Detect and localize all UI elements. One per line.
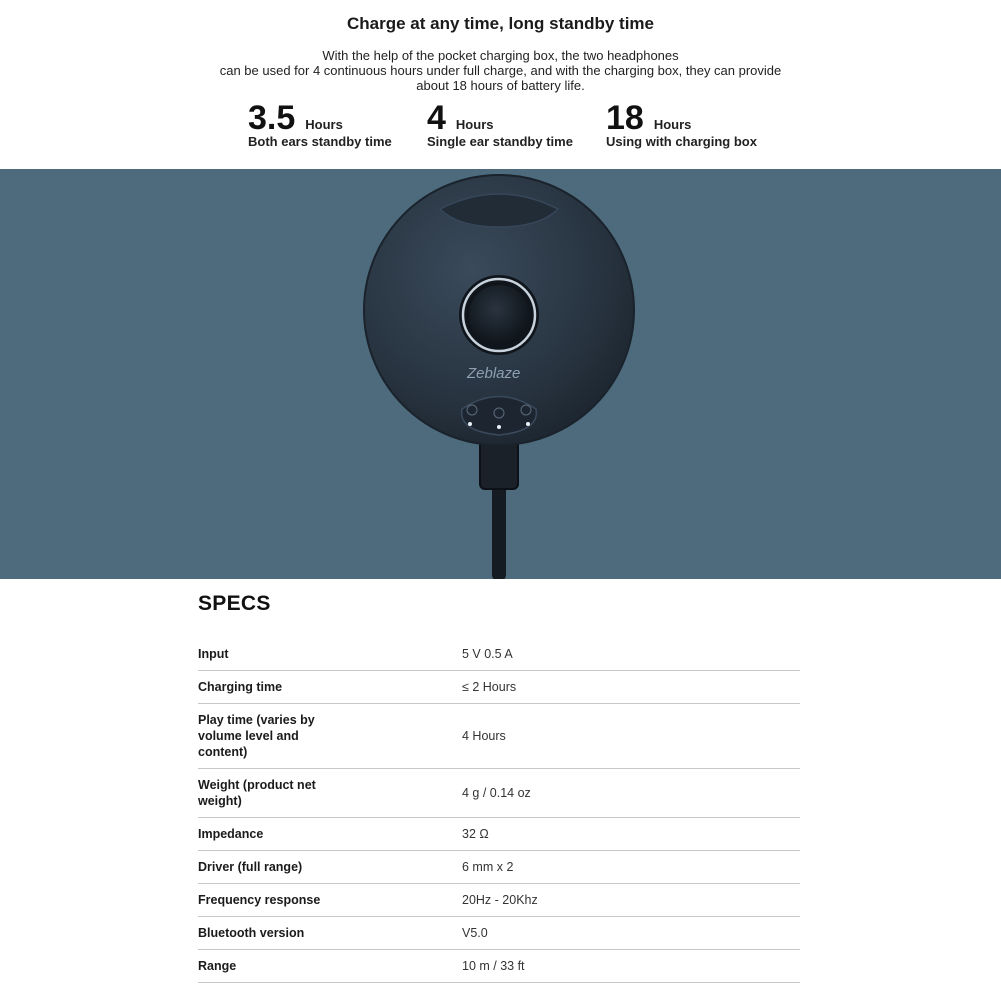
- spec-value: ≤ 2 Hours: [462, 680, 517, 694]
- spec-value: 10 m / 33 ft: [462, 959, 525, 973]
- spec-row-impedance: [198, 818, 800, 851]
- stat-both-ears: [248, 100, 392, 149]
- stat-value: 3.5: [248, 99, 296, 137]
- power-button: [469, 285, 529, 345]
- stat-value: 4: [427, 99, 446, 137]
- spec-key: Frequency response: [198, 893, 321, 907]
- spec-row-range: [198, 950, 800, 983]
- stat-label: Using with charging box: [606, 134, 757, 149]
- stat-unit: Hours: [653, 117, 692, 132]
- stat-single-ear: [427, 100, 573, 149]
- stat-label: Both ears standby time: [248, 134, 392, 149]
- brand-logo: Zeblaze: [467, 365, 521, 382]
- stat-label: Single ear standby time: [427, 134, 573, 149]
- spec-key: Range: [198, 959, 237, 973]
- stat-unit: Hours: [455, 117, 494, 132]
- spec-value: 32 Ω: [462, 827, 489, 841]
- battery-info-section: [0, 0, 1001, 169]
- earbud-cradle: [462, 397, 537, 436]
- description-line: about 18 hours of battery life.: [416, 78, 585, 93]
- stat-charging-box: [606, 100, 757, 149]
- spec-row-play-time: [198, 704, 800, 769]
- spec-key: Play time (varies by volume level and content): [198, 713, 315, 759]
- spec-key: Charging time: [198, 680, 283, 694]
- spec-value: 4 g / 0.14 oz: [462, 786, 531, 800]
- spec-key: Input: [198, 647, 229, 661]
- spec-key: Bluetooth version: [198, 926, 305, 940]
- spec-row-weight: [198, 769, 800, 818]
- spec-row-driver: [198, 851, 800, 884]
- stat-unit: Hours: [305, 117, 343, 132]
- section-description: [0, 48, 1001, 93]
- specs-title: SPECS: [198, 592, 271, 615]
- spec-value: V5.0: [462, 926, 488, 940]
- spec-key: Weight (product net weight): [198, 778, 316, 808]
- spec-key: Impedance: [198, 827, 264, 841]
- spec-value: 6 mm x 2: [462, 860, 514, 874]
- spec-row-bluetooth-version: [198, 917, 800, 950]
- spec-row-input: [198, 638, 800, 671]
- product-hero-image: [0, 169, 1001, 579]
- description-line: can be used for 4 continuous hours under full charge, and with the charging box, they can provide: [219, 63, 782, 78]
- section-title: Charge at any time, long standby time: [346, 14, 654, 33]
- spec-value: 20Hz - 20Khz: [462, 893, 538, 907]
- led-indicator: [468, 422, 472, 426]
- description-line: With the help of the pocket charging box, the two headphones: [322, 48, 679, 63]
- led-indicator: [497, 425, 501, 429]
- charging-case-illustration: [0, 169, 1001, 579]
- led-indicator: [526, 422, 530, 426]
- specs-section: [198, 592, 800, 983]
- spec-key: Driver (full range): [198, 860, 303, 874]
- spec-value: 4 Hours: [462, 729, 506, 743]
- spec-row-frequency-response: [198, 884, 800, 917]
- stat-value: 18: [606, 99, 644, 137]
- spec-value: 5 V 0.5 A: [462, 647, 513, 661]
- spec-row-charging-time: [198, 671, 800, 704]
